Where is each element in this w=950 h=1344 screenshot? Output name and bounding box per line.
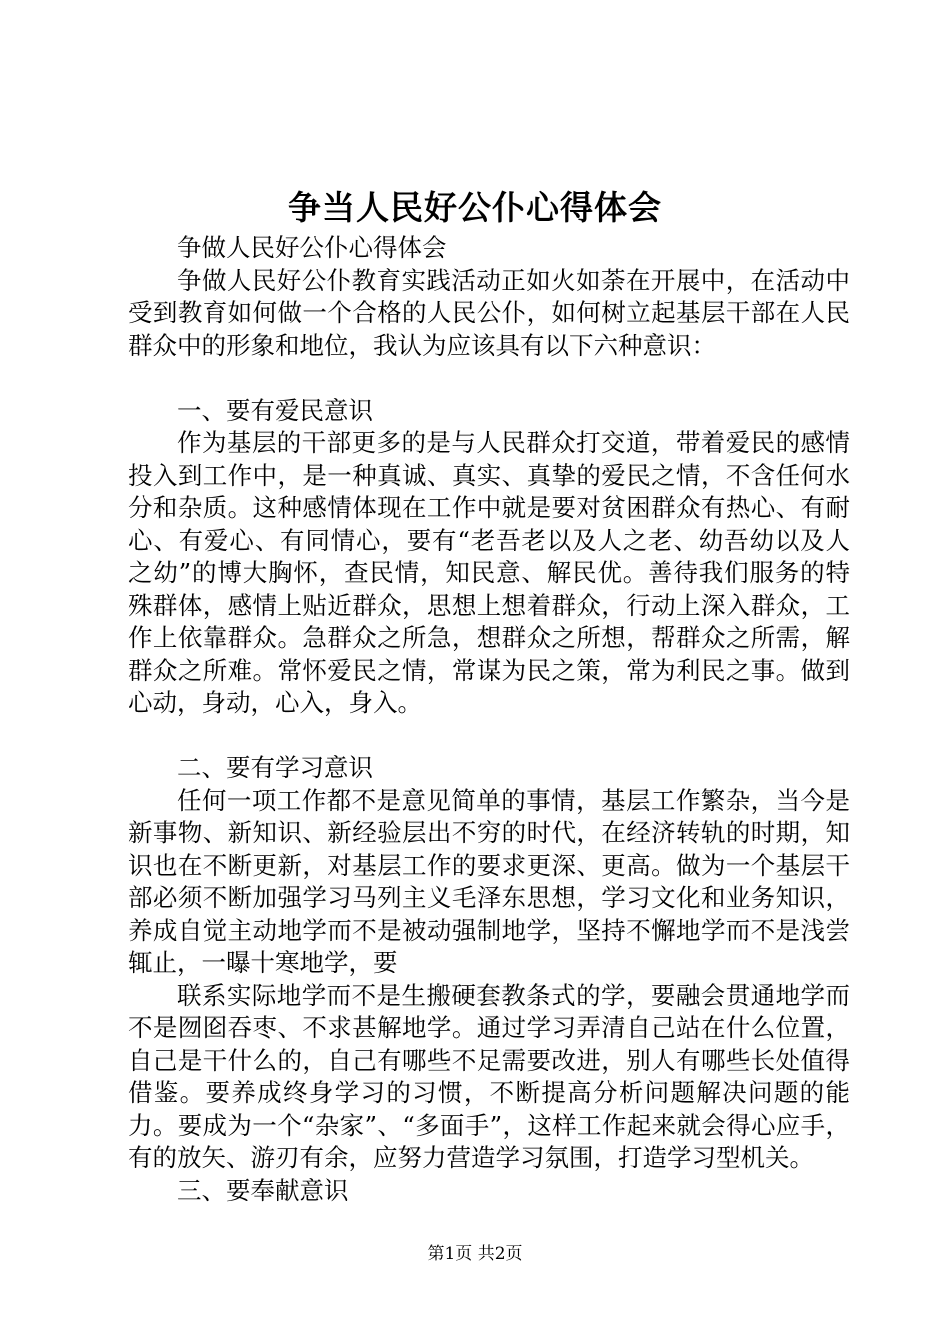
spacer	[128, 362, 850, 395]
spacer	[128, 720, 850, 753]
section-heading-2: 二、要有学习意识	[177, 753, 373, 782]
document-title: 争当人民好公仆心得体会	[288, 188, 662, 227]
section-heading-3: 三、要奉献意识	[177, 1175, 349, 1205]
section-2-paragraph-2: 联系实际地学而不是生搬硬套教条式的学，要融会贯通地学而不是囫囵吞枣、不求甚解地学。通过学习弄清自己站在什么位置，自己是干什么的，自己有哪些不足需要改进，别人有哪些长处值得借鉴。要养成终身学习的习惯，不断提高分析问题解决问题的能力。要成为一个“杂家”、“多面手”，这样工作起来就会得心应手，有的放矢、游刃有余，应努力营造学习氛围，打造学习型机关。	[128, 980, 850, 1172]
intro-paragraph: 争做人民好公仆教育实践活动正如火如荼在开展中，在活动中受到教育如何做一个合格的人民公仆，如何树立起基层干部在人民群众中的形象和地位，我认为应该具有以下六种意识：	[128, 265, 850, 360]
document-body	[128, 232, 850, 1207]
page-footer: 第1页 共2页	[427, 1244, 523, 1264]
subtitle: 争做人民好公仆心得体会	[177, 233, 447, 262]
section-heading-1: 一、要有爱民意识	[177, 395, 373, 425]
section-1-paragraph-1: 作为基层的干部更多的是与人民群众打交道，带着爱民的感情投入到工作中，是一种真诚、真实、真挚的爱民之情，不含任何水分和杂质。这种感情体现在工作中就是要对贫困群众有热心、有耐心、有爱心、有同情心，要有“老吾老以及人之老、幼吾幼以及人之幼”的博大胸怀，查民情，知民意、解民优。善待我们服务的特殊群体，感情上贴近群众，思想上想着群众，行动上深入群众，工作上依靠群众。急群众之所急，想群众之所想，帮群众之所需，解群众之所难。常怀爱民之情，常谋为民之策，常为利民之事。做到心动，身动，心入，身入。	[128, 428, 850, 717]
section-2-paragraph-1: 任何一项工作都不是意见简单的事情，基层工作繁杂，当今是新事物、新知识、新经验层出不穷的时代，在经济转轨的时期，知识也在不断更新，对基层工作的要求更深、更高。做为一个基层干部必须不断加强学习马列主义毛泽东思想，学习文化和业务知识，养成自觉主动地学而不是被动强制地学，坚持不懈地学而不是浅尝辄止，一曝十寒地学，要	[128, 785, 850, 977]
